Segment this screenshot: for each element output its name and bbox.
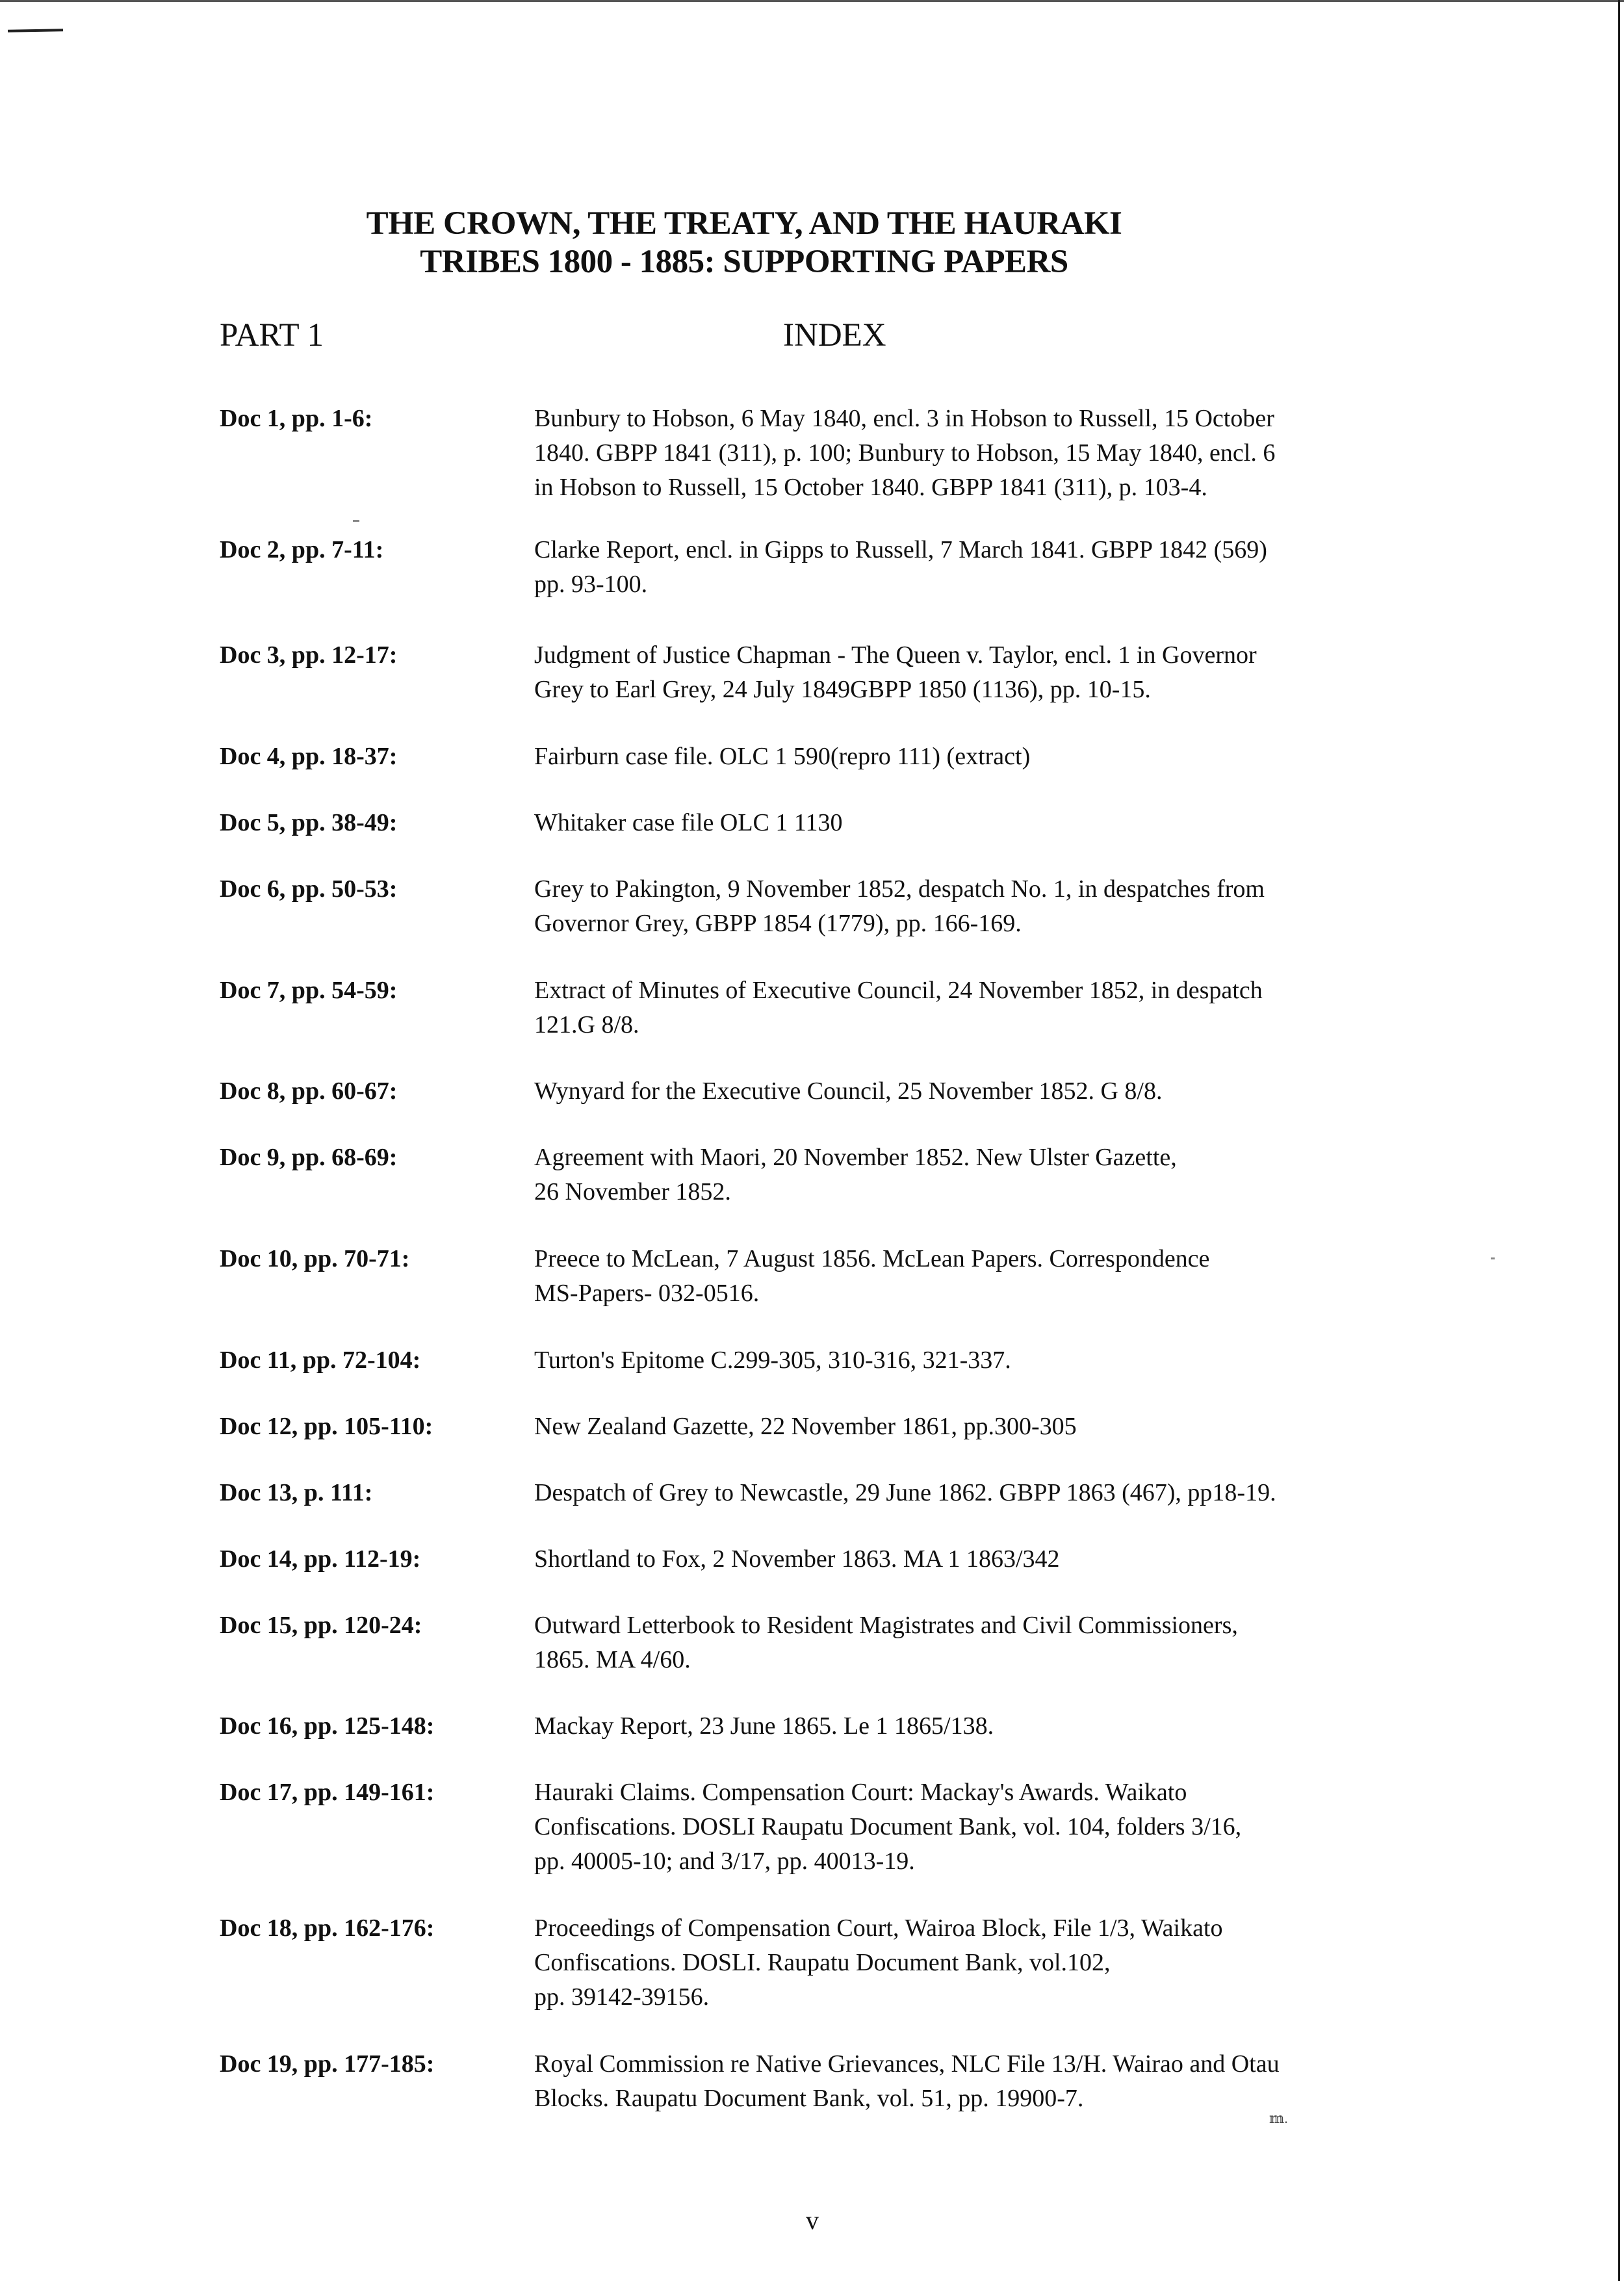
doc-reference: Doc 5, pp. 38-49:: [220, 809, 398, 836]
doc-reference: Doc 17, pp. 149-161:: [220, 1779, 435, 1806]
doc-description: [534, 806, 1379, 840]
doc-description: [534, 740, 1379, 774]
doc-description-line: Proceedings of Compensation Court, Wairoa Block, File 1/3, Waikato: [534, 1914, 1223, 1942]
doc-description-line: Judgment of Justice Chapman - The Queen v. Taylor, encl. 1 in Governor: [534, 641, 1257, 669]
doc-description-line: Outward Letterbook to Resident Magistrates and Civil Commissioners,: [534, 1612, 1238, 1639]
doc-description-line: 26 November 1852.: [534, 1178, 731, 1205]
doc-reference: Doc 10, pp. 70-71:: [220, 1245, 410, 1272]
doc-description: [534, 872, 1379, 941]
doc-description: [534, 638, 1379, 707]
doc-description: [534, 1343, 1379, 1378]
doc-description-line: Agreement with Maori, 20 November 1852. New Ulster Gazette,: [534, 1144, 1177, 1171]
title-line-1: THE CROWN, THE TREATY, AND THE HAURAKI: [366, 205, 1122, 242]
doc-description-line: 1840. GBPP 1841 (311), p. 100; Bunbury to Hobson, 15 May 1840, encl. 6: [534, 439, 1276, 467]
page-right-edge: [1618, 0, 1620, 2281]
doc-description: [534, 402, 1379, 505]
doc-description-line: Mackay Report, 23 June 1865. Le 1 1865/138.: [534, 1712, 994, 1740]
doc-description: [534, 1242, 1379, 1311]
doc-description-line: pp. 93-100.: [534, 571, 648, 598]
doc-description-line: 1865. MA 4/60.: [534, 1646, 691, 1673]
doc-description: [534, 1709, 1379, 1744]
doc-description-line: Extract of Minutes of Executive Council, 24 November 1852, in despatch: [534, 977, 1263, 1004]
doc-reference: Doc 6, pp. 50-53:: [220, 875, 398, 903]
doc-reference: Doc 12, pp. 105-110:: [220, 1413, 433, 1440]
doc-description-line: Governor Grey, GBPP 1854 (1779), pp. 166-169.: [534, 910, 1022, 937]
doc-description-line: Grey to Earl Grey, 24 July 1849GBPP 1850 (1136), pp. 10-15.: [534, 676, 1151, 703]
part-label: PART 1: [220, 317, 324, 354]
doc-reference: Doc 19, pp. 177-185:: [220, 2050, 435, 2078]
scan-speck: [1491, 1257, 1495, 1259]
doc-description-line: 121.G 8/8.: [534, 1011, 639, 1038]
doc-description: [534, 1410, 1379, 1444]
doc-reference: Doc 9, pp. 68-69:: [220, 1144, 398, 1171]
doc-description: [534, 1476, 1379, 1510]
doc-description-line: pp. 40005-10; and 3/17, pp. 40013-19.: [534, 1848, 915, 1875]
doc-description: [534, 1074, 1379, 1109]
doc-description-line: Clarke Report, encl. in Gipps to Russell, 7 March 1841. GBPP 1842 (569): [534, 536, 1267, 563]
doc-reference: Doc 8, pp. 60-67:: [220, 1077, 398, 1105]
index-heading: INDEX: [783, 317, 886, 354]
doc-description-line: Turton's Epitome C.299-305, 310-316, 321-337.: [534, 1347, 1011, 1374]
doc-description: [534, 1140, 1379, 1209]
doc-description-line: Blocks. Raupatu Document Bank, vol. 51, pp. 19900-7.: [534, 2085, 1084, 2112]
doc-description: [534, 1542, 1379, 1577]
doc-description-line: Grey to Pakington, 9 November 1852, despatch No. 1, in despatches from: [534, 875, 1265, 903]
document-title: [195, 205, 1293, 281]
doc-description-line: in Hobson to Russell, 15 October 1840. GBPP 1841 (311), p. 103-4.: [534, 474, 1207, 501]
doc-description-line: New Zealand Gazette, 22 November 1861, pp.300-305: [534, 1413, 1077, 1440]
doc-description: [534, 1775, 1379, 1879]
doc-description-line: Confiscations. DOSLI. Raupatu Document Bank, vol.102,: [534, 1949, 1111, 1976]
doc-description: [534, 973, 1379, 1042]
doc-description-line: Whitaker case file OLC 1 1130: [534, 809, 843, 836]
page-top-edge: [0, 0, 1624, 2]
doc-reference: Doc 4, pp. 18-37:: [220, 743, 398, 770]
doc-reference: Doc 2, pp. 7-11:: [220, 536, 384, 563]
doc-description-line: Confiscations. DOSLI Raupatu Document Bank, vol. 104, folders 3/16,: [534, 1813, 1242, 1840]
doc-description: [534, 1608, 1379, 1677]
doc-description-line: Fairburn case file. OLC 1 590(repro 111) (extract): [534, 743, 1031, 770]
doc-description-line: pp. 39142-39156.: [534, 1983, 710, 2011]
doc-description-line: Bunbury to Hobson, 6 May 1840, encl. 3 in Hobson to Russell, 15 October: [534, 405, 1274, 432]
doc-reference: Doc 18, pp. 162-176:: [220, 1914, 435, 1942]
doc-description: [534, 1911, 1379, 2015]
doc-reference: Doc 7, pp. 54-59:: [220, 977, 398, 1004]
doc-reference: Doc 16, pp. 125-148:: [220, 1712, 435, 1740]
doc-description: [534, 2047, 1379, 2116]
scan-corner-mark: [8, 29, 63, 32]
doc-description-line: MS-Papers- 032-0516.: [534, 1280, 760, 1307]
doc-reference: Doc 14, pp. 112-19:: [220, 1545, 421, 1573]
doc-description-line: Wynyard for the Executive Council, 25 November 1852. G 8/8.: [534, 1077, 1163, 1105]
doc-reference: Doc 15, pp. 120-24:: [220, 1612, 422, 1639]
doc-description-line: Preece to McLean, 7 August 1856. McLean Papers. Correspondence: [534, 1245, 1210, 1272]
doc-description-line: Royal Commission re Native Grievances, NLC File 13/H. Wairao and Otau: [534, 2050, 1280, 2078]
margin-annotation-mark: 𝕞.: [1269, 2110, 1288, 2126]
doc-description: [534, 533, 1379, 602]
doc-reference: Doc 1, pp. 1-6:: [220, 405, 373, 432]
doc-description-line: Despatch of Grey to Newcastle, 29 June 1862. GBPP 1863 (467), pp18-19.: [534, 1479, 1276, 1506]
title-line-2: TRIBES 1800 - 1885: SUPPORTING PAPERS: [420, 244, 1068, 280]
doc-reference: Doc 11, pp. 72-104:: [220, 1347, 421, 1374]
doc-description-line: Hauraki Claims. Compensation Court: Mackay's Awards. Waikato: [534, 1779, 1187, 1806]
doc-reference: Doc 3, pp. 12-17:: [220, 641, 398, 669]
scan-speck: [353, 520, 359, 522]
page-number: v: [806, 2206, 819, 2235]
doc-description-line: Shortland to Fox, 2 November 1863. MA 1 1863/342: [534, 1545, 1060, 1573]
doc-reference: Doc 13, p. 111:: [220, 1479, 373, 1506]
